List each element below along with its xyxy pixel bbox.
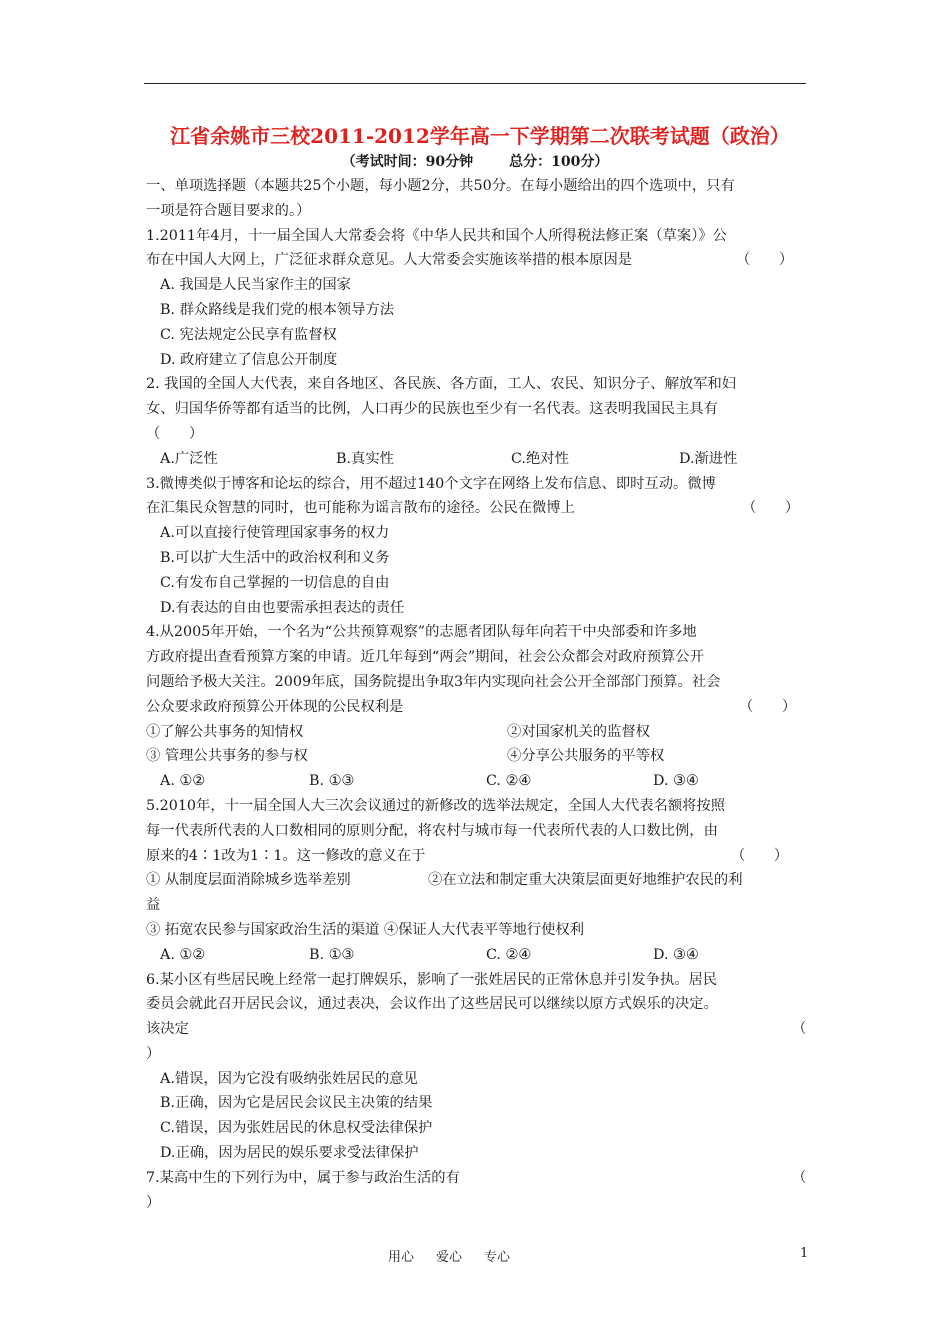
option: A. ①② (160, 946, 206, 963)
option: C. 宪法规定公民享有监督权 (160, 326, 337, 343)
question-4-stem: 公众要求政府预算公开体现的公民权利是 （ ） (146, 695, 808, 720)
option: C.绝对性 (511, 450, 569, 467)
statement: ①了解公共事务的知情权 (146, 723, 304, 740)
motto-word: 爱心 (436, 1250, 463, 1265)
answer-paren: （ ） (742, 500, 800, 517)
exam-info (300, 151, 650, 171)
option: A. ①② (160, 773, 206, 790)
total-score: 总分：100分） (509, 154, 609, 170)
question-4-stem: 问题给予极大关注。2009年底，国务院提出争取3年内实现向社会公开全部部门预算。社会 (146, 673, 721, 690)
option: B.正确，因为它是居民会议民主决策的结果 (160, 1095, 433, 1112)
statements-row (146, 868, 808, 893)
option: C.有发布自己掌握的一切信息的自由 (160, 574, 390, 591)
motto-word: 专心 (484, 1250, 511, 1265)
statements-row (146, 720, 808, 745)
question-6-stem: 6.某小区有些居民晚上经常一起打牌娱乐，影响了一张姓居民的正常休息并引发争执。居民 (146, 971, 718, 988)
question-4-stem: 4.从2005年开始，一个名为“公共预算观察”的志愿者团队每年向若干中央部委和许多地 (146, 624, 697, 641)
statement: ③ 拓宽农民参与国家政治生活的渠道 ④保证人大代表平等地行使权利 (146, 921, 584, 938)
option: D.正确，因为居民的娱乐要求受法律保护 (160, 1145, 419, 1162)
answer-paren-open: （ (792, 1021, 807, 1038)
answer-paren-close-line (146, 1042, 808, 1067)
footer-motto (388, 1246, 532, 1265)
question-1-stem: 布在中国人大网上，广泛征求群众意见。人大常委会实施该举措的根本原因是 （ ） (146, 248, 808, 273)
question-2-stem: 女、归国华侨等都有适当的比例，人口再少的民族也至少有一名代表。这表明我国民主具有 (146, 401, 718, 418)
statement: ②在立法和制定重大决策层面更好地维护农民的利 (428, 872, 743, 889)
statement: 益 (146, 897, 161, 914)
statements-row (146, 744, 808, 769)
statement: ④分享公共服务的平等权 (507, 748, 665, 765)
option: D. ③④ (653, 946, 699, 963)
question-2-paren-line (146, 422, 808, 447)
option: D.有表达的自由也要需承担表达的责任 (160, 599, 405, 616)
option: C.错误，因为张姓居民的休息权受法律保护 (160, 1120, 433, 1137)
document-body (146, 174, 808, 1215)
answer-paren-close-line (146, 1191, 808, 1216)
question-3-stem: 3.微博类似于博客和论坛的综合，用不超过140个文字在网络上发布信息、即时互动。微博 (146, 475, 716, 492)
option: A.错误，因为它没有吸纳张姓居民的意见 (160, 1070, 418, 1087)
question-3-stem: 在汇集民众智慧的同时，也可能称为谣言散布的途径。公民在微博上 （ ） (146, 496, 808, 521)
question-6-stem: 委员会就此召开居民会议，通过表决，会议作出了这些居民可以继续以原方式娱乐的决定。 (146, 996, 718, 1013)
statement: ① 从制度层面消除城乡选举差别 (146, 872, 351, 889)
motto-word: 用心 (388, 1250, 415, 1265)
question-6-stem: 该决定 （ (146, 1017, 808, 1042)
answer-paren: （ ） (146, 425, 204, 442)
option: B.真实性 (336, 450, 394, 467)
statement: ②对国家机关的监督权 (507, 723, 650, 740)
answer-paren-close: ） (146, 1045, 161, 1062)
question-2-stem: 2. 我国的全国人大代表，来自各地区、各民族、各方面，工人、农民、知识分子、解放军和妇 (146, 376, 737, 393)
header-rule (144, 83, 806, 84)
page-number: 1 (800, 1246, 809, 1261)
option: D.渐进性 (679, 450, 738, 467)
question-7-stem: 7.某高中生的下列行为中，属于参与政治生活的有 （ (146, 1166, 808, 1191)
answer-paren: （ ） (739, 698, 797, 715)
statement: ③ 管理公共事务的参与权 (146, 748, 308, 765)
page-title: 江省余姚市三校2011-2012学年高一下学期第二次联考试题（政治） (170, 124, 790, 148)
option: B.可以扩大生活中的政治权利和义务 (160, 549, 390, 566)
options-row (146, 447, 808, 472)
option: C. ②④ (486, 946, 532, 963)
option: A.广泛性 (160, 450, 218, 467)
option: B. ①③ (309, 773, 355, 790)
section-heading: 一、单项选择题（本题共25个小题，每小题2分，共50分。在每小题给出的四个选项中，只有 (146, 178, 735, 194)
answer-paren-close: ） (146, 1194, 161, 1211)
question-1-stem: 1.2011年4月，十一届全国人大常委会将《中华人民共和国个人所得税法修正案（草案）》公 (146, 227, 727, 244)
option: D. ③④ (653, 773, 699, 790)
option: C. ②④ (486, 773, 532, 790)
question-5-stem: 每一代表所代表的人口数相同的原则分配，将农村与城市每一代表所代表的人口数比例，由 (146, 822, 718, 839)
exam-time: （考试时间：90分钟 (341, 154, 474, 170)
option: A.可以直接行使管理国家事务的权力 (160, 525, 390, 542)
question-4-stem: 方政府提出查看预算方案的申请。近几年每到“两会”期间，社会公众都会对政府预算公开 (146, 649, 704, 666)
options-row (146, 769, 808, 794)
option: B. ①③ (309, 946, 355, 963)
options-row (146, 943, 808, 968)
answer-paren: （ ） (736, 252, 794, 269)
question-5-stem: 原来的4∶1改为1∶1。这一修改的意义在于 （ ） (146, 844, 808, 869)
answer-paren-open: （ (792, 1169, 807, 1186)
option: D. 政府建立了信息公开制度 (160, 351, 338, 368)
section-heading: 一项是符合题目要求的。） (146, 202, 311, 219)
option: A. 我国是人民当家作主的国家 (160, 277, 351, 294)
question-5-stem: 5.2010年，十一届全国人大三次会议通过的新修改的选举法规定，全国人大代表名额将按照 (146, 797, 726, 814)
option: B. 群众路线是我们党的根本领导方法 (160, 301, 395, 318)
answer-paren: （ ） (731, 847, 789, 864)
